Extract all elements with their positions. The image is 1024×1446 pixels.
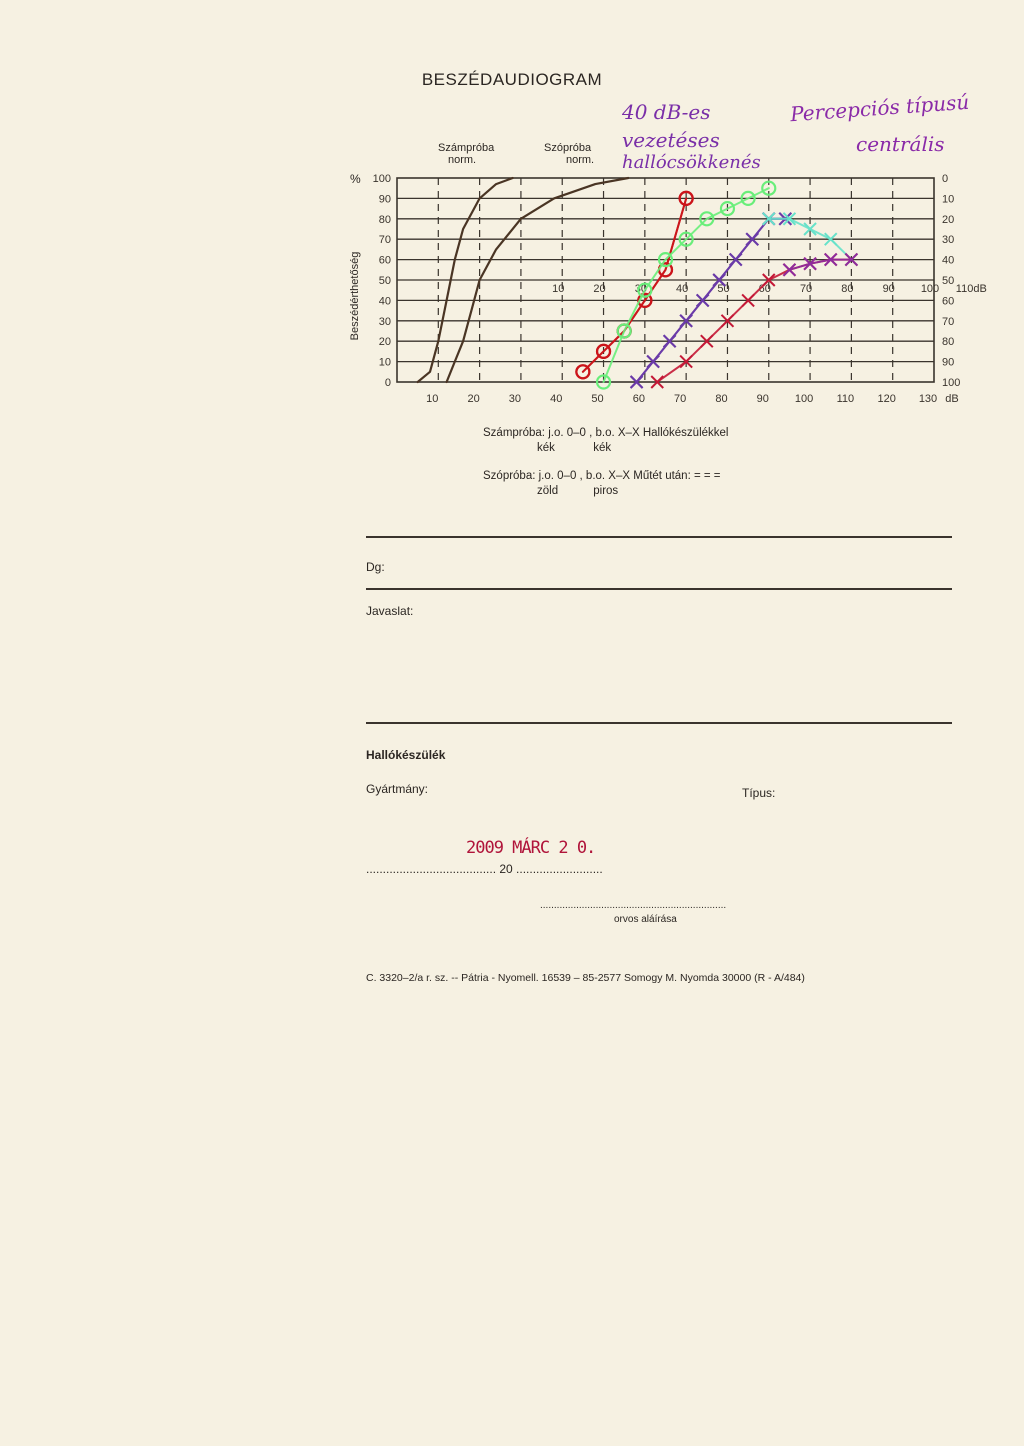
x-tick-label: 60 (632, 393, 645, 405)
tipus-label: Típus: (742, 786, 776, 800)
right-axis-tick-label: 50 (942, 275, 955, 287)
right-axis-tick-label: 20 (942, 213, 955, 226)
inner-tick-label: 50 (717, 283, 730, 295)
word-test-label: Szópróba (544, 142, 592, 154)
javaslat-label: Javaslat: (366, 604, 414, 618)
legend-line-2-colors: zöld piros (537, 485, 619, 497)
gyartmany-label: Gyártmány: (366, 782, 429, 796)
inner-tick-label: 90 (882, 283, 895, 295)
x-tick-label: 50 (591, 393, 604, 405)
x-tick-label: 130 (918, 393, 938, 405)
signature-label: orvos aláírása (614, 914, 677, 925)
inner-tick-label: 40 (676, 283, 689, 295)
divider (366, 588, 952, 590)
y-tick-label: 30 (378, 315, 391, 328)
data-point (783, 264, 795, 276)
number-test-label: Számpróba (438, 142, 495, 154)
y-tick-label: 100 (372, 173, 391, 185)
date-stamp: 2009 MÁRC 2 0. (466, 838, 596, 858)
y-axis-label: Beszédérthetőség (349, 251, 361, 341)
inner-tick-label: 20 (593, 283, 606, 295)
number-test-norm-label: norm. (448, 154, 477, 166)
y-tick-label: 10 (378, 356, 391, 369)
x-axis-unit: dB (945, 393, 959, 405)
right-axis-tick-label: 80 (942, 336, 955, 349)
divider (366, 722, 952, 724)
word-test-norm-label: norm. (566, 154, 595, 166)
right-axis-tick-label: 30 (942, 234, 955, 247)
right-axis-tick-label: 10 (942, 193, 955, 206)
annotation-left-3: hallócsökkenés (622, 152, 761, 173)
inner-tick-label: 100 (920, 283, 940, 295)
annotation-right-2: centrális (856, 132, 945, 156)
x-tick-label: 100 (794, 393, 814, 405)
y-tick-label: 70 (378, 234, 391, 247)
legend-line-1-colors: kék kék (537, 442, 612, 454)
inner-tick-label: 60 (758, 283, 771, 295)
y-tick-label: 20 (378, 336, 391, 349)
x-tick-label: 40 (550, 393, 563, 405)
date-line: ....................................... 20 .......................... (366, 862, 603, 876)
inner-tick-label: 110dB (955, 283, 987, 295)
y-tick-label: 90 (378, 193, 391, 206)
right-axis-tick-label: 70 (942, 315, 955, 328)
hallokeszulek-label: Hallókészülék (366, 748, 446, 762)
legend-line-2: Szópróba: j.o. 0–0 , b.o. X–X Műtét után: = = = (483, 470, 721, 482)
y-tick-label: 50 (378, 275, 391, 287)
annotation-left-2: vezetéses (622, 128, 720, 152)
dg-label: Dg: (366, 560, 385, 574)
x-tick-label: 20 (467, 393, 480, 405)
x-tick-label: 70 (674, 393, 687, 405)
y-tick-label: 80 (378, 213, 391, 226)
inner-tick-label: 80 (841, 283, 854, 295)
speech-audiogram-chart (0, 0, 1024, 420)
right-axis-tick-label: 40 (942, 254, 955, 267)
signature-line: ................................................................... (540, 900, 727, 911)
legend-line-1: Számpróba: j.o. 0–0 , b.o. X–X Hallókészülékkel (483, 427, 729, 439)
inner-tick-label: 70 (799, 283, 813, 295)
y-tick-label: 0 (384, 377, 391, 389)
footer-imprint: C. 3320–2/a r. sz. -- Pátria - Nyomell. 16539 – 85-2577 Somogy M. Nyomda 30000 (R - A/484) (366, 972, 805, 984)
x-tick-label: 30 (508, 393, 522, 405)
annotation-right-1: Percepciós típusú (789, 89, 970, 127)
inner-tick-label: 10 (552, 283, 565, 295)
divider (366, 536, 952, 538)
y-tick-label: 40 (378, 295, 391, 308)
right-axis-tick-label: 100 (942, 377, 961, 389)
right-axis-tick-label: 0 (942, 173, 949, 185)
percent-sign: % (350, 172, 361, 186)
x-tick-label: 10 (426, 393, 439, 405)
right-axis-tick-label: 60 (942, 295, 955, 308)
x-tick-label: 80 (715, 393, 728, 405)
annotation-left-1: 40 dB-es (622, 100, 711, 124)
series-line (789, 260, 851, 270)
page-title: BESZÉDAUDIOGRAM (421, 70, 603, 89)
inner-tick-label: 30 (634, 283, 647, 295)
x-tick-label: 120 (877, 393, 896, 405)
x-tick-label: 90 (756, 393, 769, 405)
y-tick-label: 60 (378, 254, 391, 267)
right-axis-tick-label: 90 (942, 356, 955, 369)
x-tick-label: 110 (836, 393, 855, 405)
